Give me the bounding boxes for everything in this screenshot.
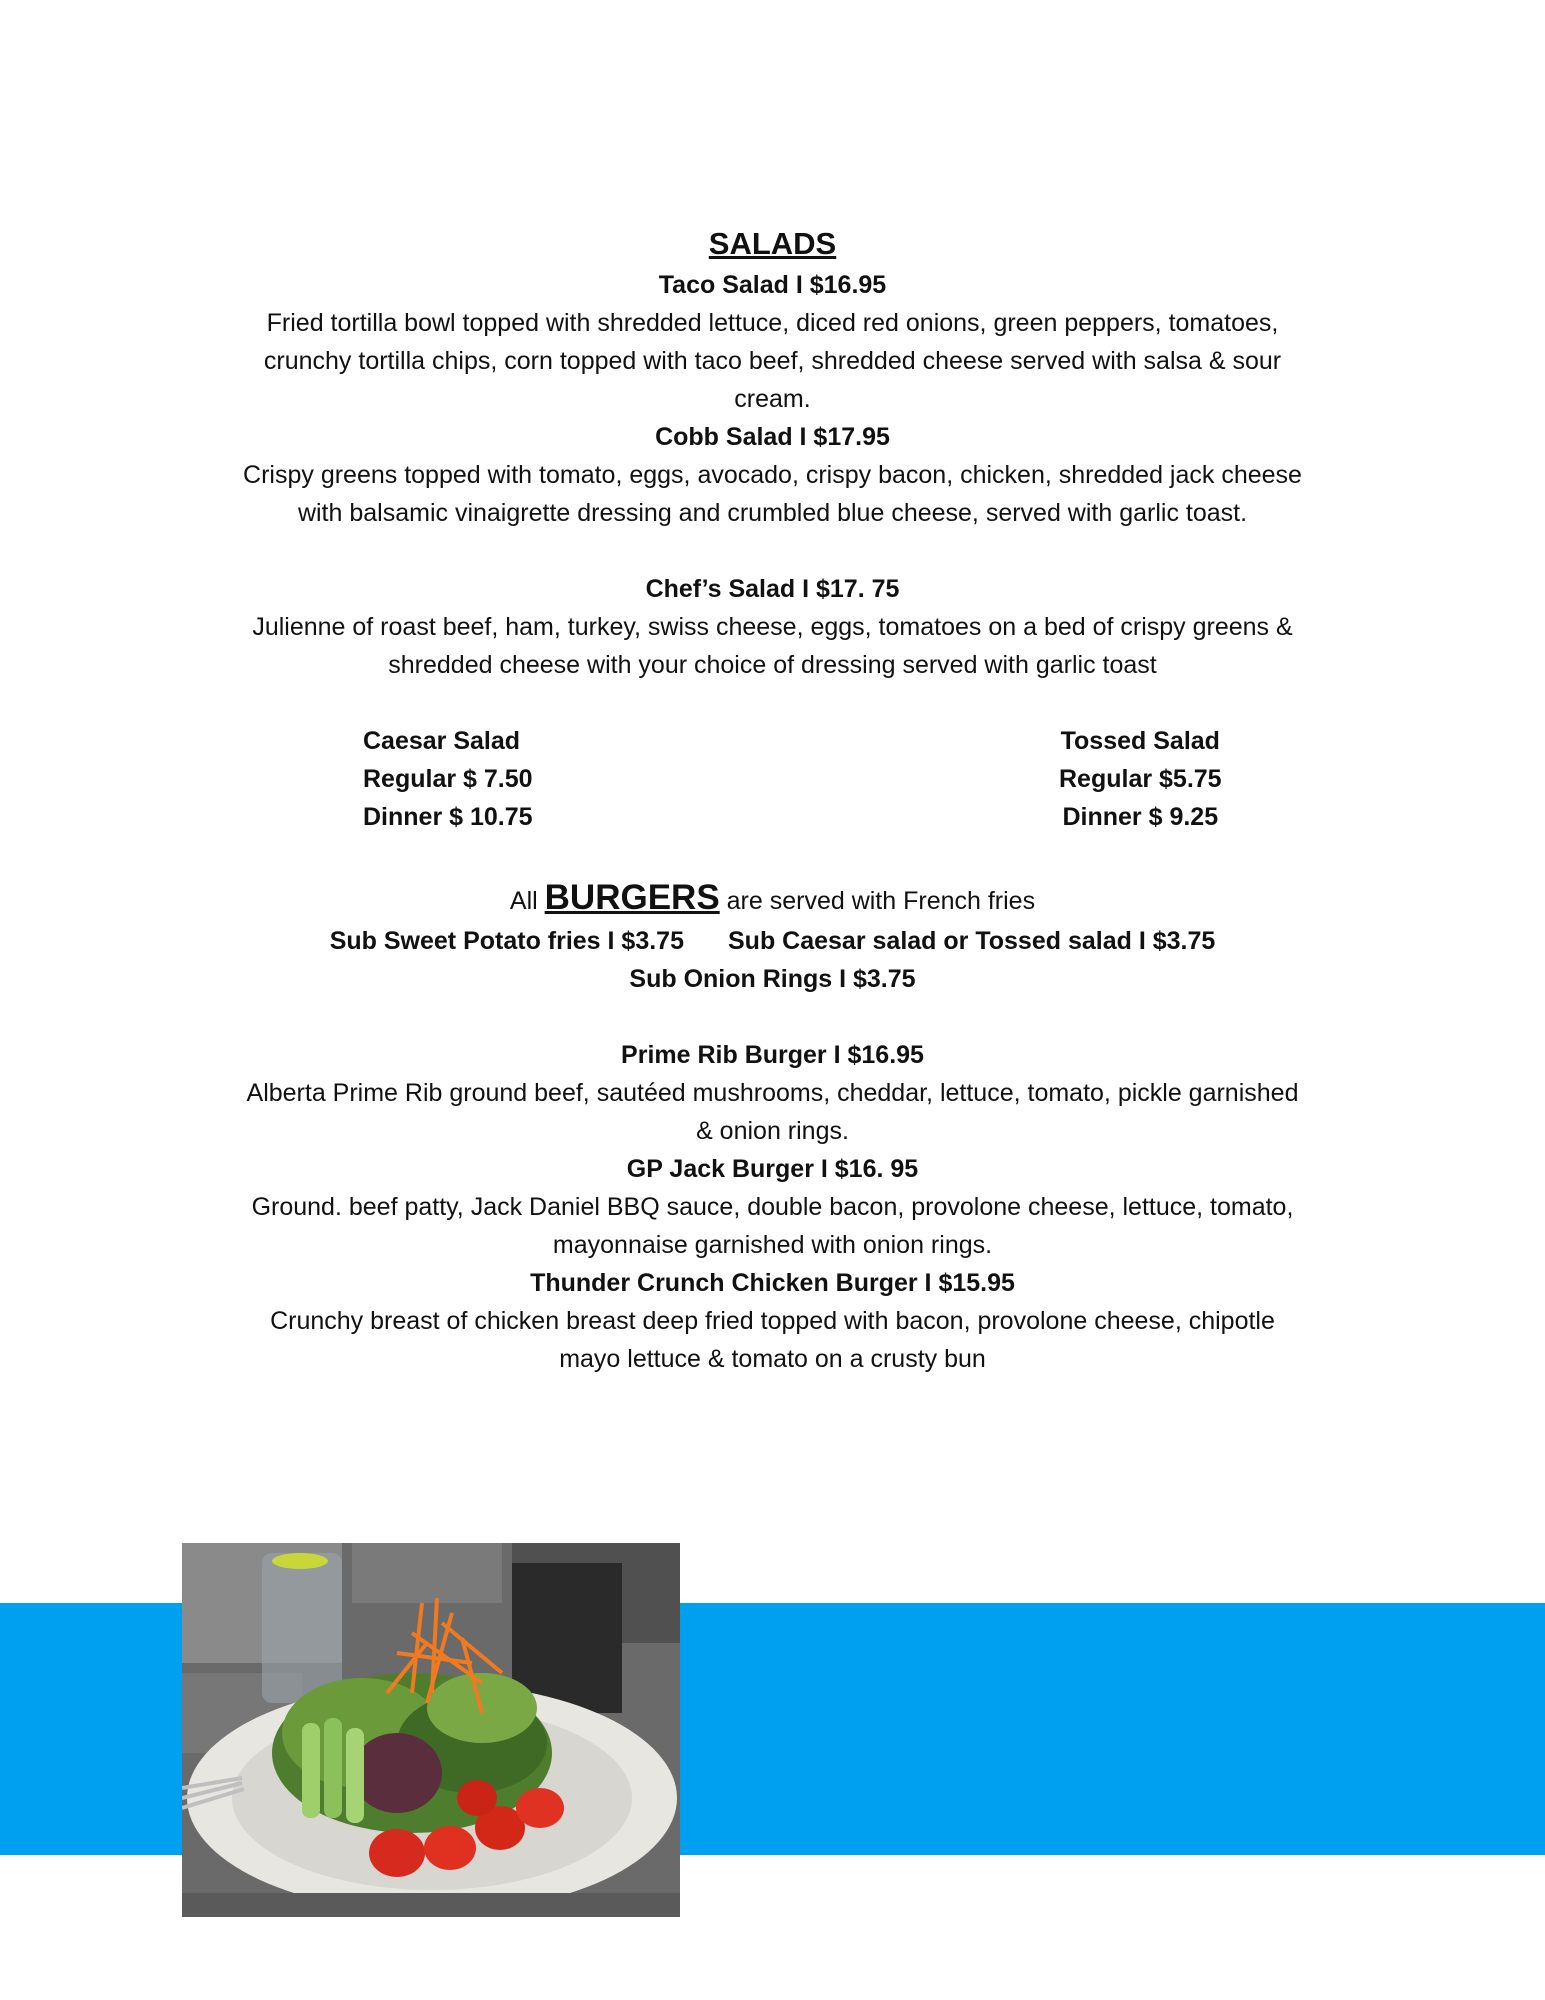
item-title: Chef’s Salad I $17. 75: [645, 575, 900, 603]
spacer: [150, 998, 1395, 1036]
caesar-salad-name: Caesar Salad: [363, 727, 521, 755]
item-description: [193, 608, 1353, 684]
menu-content: [150, 222, 1395, 1378]
burgers-heading: BURGERS: [544, 878, 720, 917]
desc-line: Ground. beef patty, Jack Daniel BBQ sauce, double bacon, provolone cheese, lettuce, tomato,: [251, 1193, 1294, 1221]
spacer: [150, 836, 1395, 874]
menu-item-thunder-crunch-chicken-burger: [150, 1264, 1395, 1378]
item-description: [150, 1074, 1395, 1150]
tossed-salad-name: Tossed Salad: [1060, 727, 1220, 755]
desc-line: Julienne of roast beef, ham, turkey, swiss cheese, eggs, tomatoes on a bed of crispy greens &: [252, 613, 1293, 641]
desc-line: shredded cheese with your choice of dressing served with garlic toast: [388, 651, 1157, 679]
item-description: [150, 1302, 1395, 1378]
desc-line: Fried tortilla bowl topped with shredded lettuce, diced red onions, green peppers, tomatoes,: [266, 309, 1279, 337]
caesar-salad-block: [363, 722, 533, 836]
menu-item-taco-salad: [150, 266, 1395, 418]
desc-line: & onion rings.: [696, 1117, 849, 1145]
salads-heading: SALADS: [708, 226, 837, 261]
item-description: [150, 1188, 1395, 1264]
tossed-salad-block: [1059, 722, 1222, 836]
tossed-salad-regular-price: Regular $5.75: [1059, 765, 1222, 793]
desc-line: Alberta Prime Rib ground beef, sautéed mushrooms, cheddar, lettuce, tomato, pickle garnished: [246, 1079, 1299, 1107]
caesar-salad-dinner-price: Dinner $ 10.75: [363, 803, 533, 831]
caesar-salad-regular-price: Regular $ 7.50: [363, 765, 533, 793]
item-description: [193, 456, 1353, 532]
desc-line: mayo lettuce & tomato on a crusty bun: [559, 1345, 986, 1373]
substitution-row: [150, 922, 1395, 960]
sub-sweet-potato-fries: Sub Sweet Potato fries I $3.75: [329, 927, 684, 955]
menu-item-cobb-salad: [150, 418, 1395, 532]
desc-line: mayonnaise garnished with onion rings.: [552, 1231, 993, 1259]
item-title: GP Jack Burger I $16. 95: [626, 1155, 919, 1183]
item-title: Cobb Salad I $17.95: [655, 423, 890, 451]
menu-item-chefs-salad: [150, 570, 1395, 684]
desc-line: with balsamic vinaigrette dressing and crumbled blue cheese, served with garlic toast.: [297, 499, 1248, 527]
sub-salad: Sub Caesar salad or Tossed salad I $3.75: [728, 927, 1216, 955]
item-title: Taco Salad I $16.95: [658, 271, 887, 299]
burgers-intro-suffix: are served with French fries: [726, 887, 1036, 915]
spacer: [150, 532, 1395, 570]
menu-item-gp-jack-burger: [150, 1150, 1395, 1264]
side-salads: [150, 722, 1395, 836]
desc-line: Crunchy breast of chicken breast deep fried topped with bacon, provolone cheese, chipotle: [270, 1307, 1275, 1335]
burgers-intro: [150, 874, 1395, 922]
sub-onion-rings: Sub Onion Rings I $3.75: [629, 965, 916, 993]
item-description: [193, 304, 1353, 418]
burger-substitutions: [150, 922, 1395, 998]
spacer: [150, 684, 1395, 722]
salad-photo-icon: [182, 1543, 680, 1917]
desc-line: cream.: [734, 385, 811, 413]
tossed-salad-dinner-price: Dinner $ 9.25: [1062, 803, 1219, 831]
item-title: Thunder Crunch Chicken Burger I $15.95: [530, 1269, 1015, 1297]
burgers-intro-prefix: All: [509, 887, 538, 915]
item-title: Prime Rib Burger I $16.95: [621, 1041, 924, 1069]
desc-line: Crispy greens topped with tomato, eggs, avocado, crispy bacon, chicken, shredded jack cheese: [243, 461, 1302, 489]
menu-item-prime-rib-burger: [150, 1036, 1395, 1150]
desc-line: crunchy tortilla chips, corn topped with taco beef, shredded cheese served with salsa & sour: [263, 347, 1282, 375]
